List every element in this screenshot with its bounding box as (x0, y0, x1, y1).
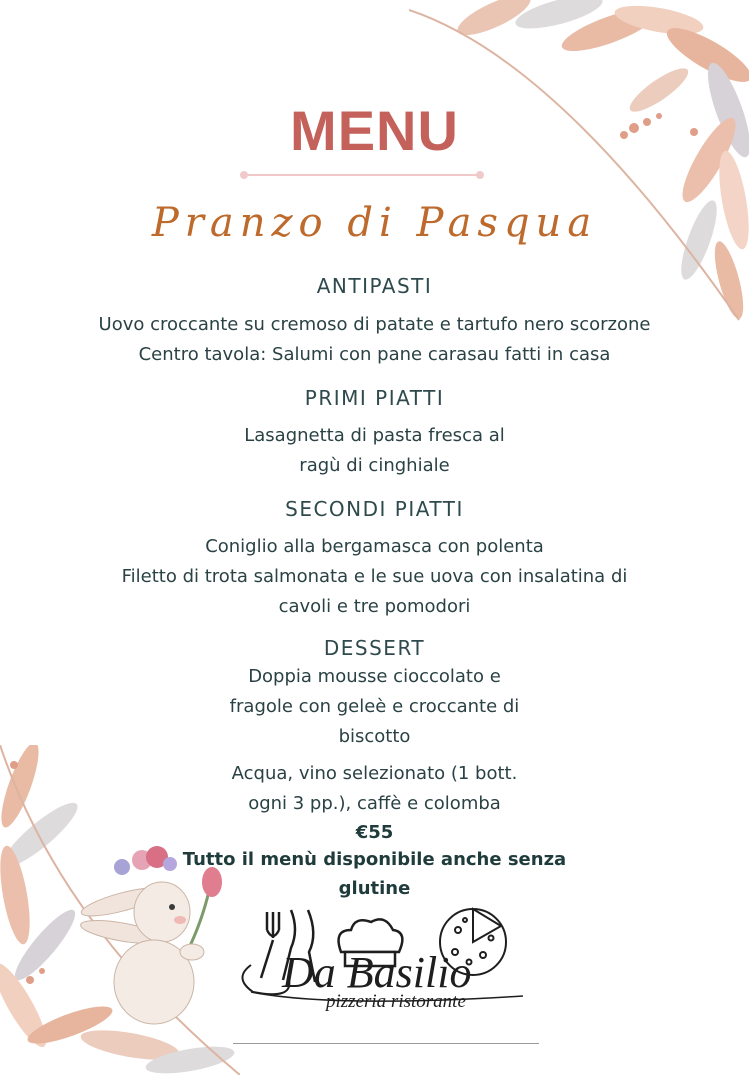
logo-name: Da Basilio (282, 948, 472, 997)
menu-item-line: Centro tavola: Salumi con pane carasau fatti in casa (138, 344, 611, 365)
note-line: Tutto il menù disponibile anche senza (182, 849, 567, 870)
menu-price: €55 (355, 822, 394, 843)
menu-item-line: Uovo croccante su cremoso di patate e tartufo nero scorzone (98, 314, 651, 335)
gluten-free-note (0, 845, 749, 903)
menu-item-line: biscotto (338, 726, 411, 747)
menu-item-line: Filetto di trota salmonata e le sue uova con insalatina di (121, 566, 628, 587)
menu-item-line: ragù di cinghiale (299, 455, 450, 476)
menu-item-line: Doppia mousse cioccolato e (248, 666, 501, 687)
logo-tagline: pizzeria ristorante (326, 991, 466, 1012)
menu-item-line: fragole con geleè e croccante di (229, 696, 520, 717)
section-title-antipasti: ANTIPASTI (316, 274, 433, 298)
extras-line: ogni 3 pp.), caffè e colomba (248, 793, 501, 814)
extras-line: Acqua, vino selezionato (1 bott. (231, 763, 518, 784)
menu-item-line: cavoli e tre pomodori (278, 596, 471, 617)
menu-item-line: Coniglio alla bergamasca con polenta (205, 536, 544, 557)
section-title-dessert: DESSERT (323, 636, 426, 660)
title-divider (240, 171, 484, 179)
menu-subtitle: Pranzo di Pasqua (151, 200, 598, 246)
menu-title: MENU (290, 99, 459, 162)
footer-divider (233, 1043, 539, 1044)
menu-item-line: Lasagnetta di pasta fresca al (244, 425, 505, 446)
section-title-primi: PRIMI PIATTI (304, 386, 445, 410)
section-title-secondi: SECONDI PIATTI (285, 497, 464, 521)
note-line: glutine (338, 878, 411, 899)
